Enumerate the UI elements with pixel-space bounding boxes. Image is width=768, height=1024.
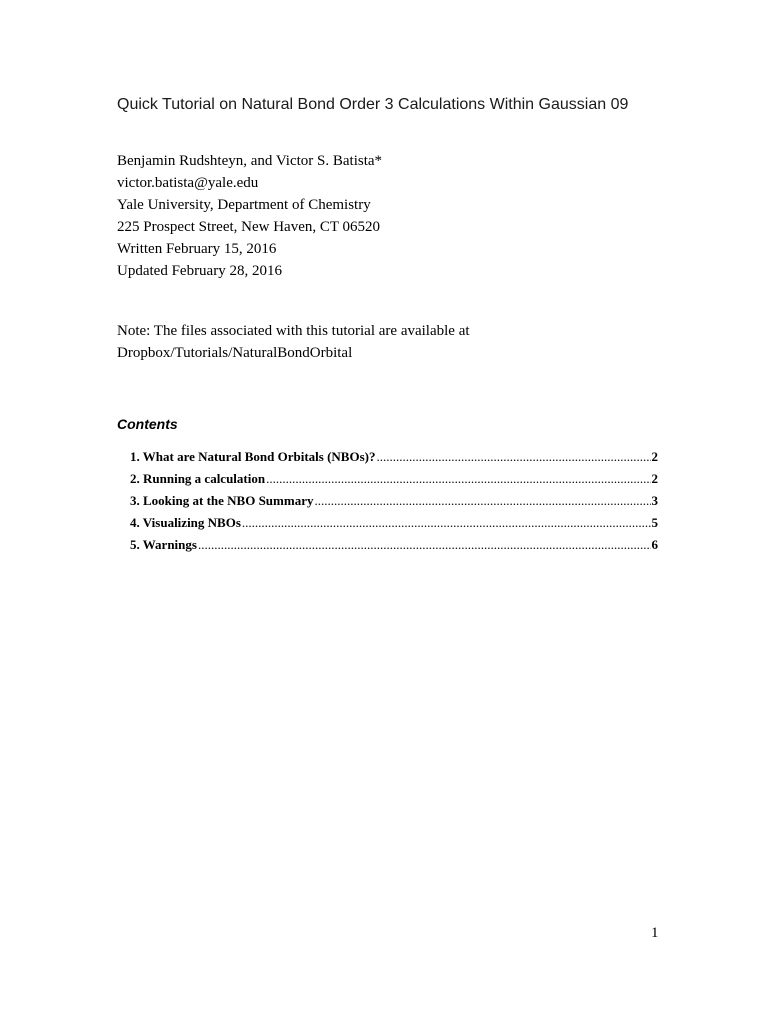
- toc-entry-page: 6: [651, 537, 658, 552]
- toc-entry-label: 1. What are Natural Bond Orbitals (NBOs)?: [130, 449, 376, 464]
- note-line-1: Note: The files associated with this tutorial are available at: [117, 323, 470, 339]
- toc-entry-page: 2: [651, 449, 658, 464]
- document-title: Quick Tutorial on Natural Bond Order 3 Calculations Within Gaussian 09: [117, 96, 629, 113]
- toc-entry-label: 3. Looking at the NBO Summary: [130, 493, 314, 508]
- toc-entry-label: 4. Visualizing NBOs: [130, 515, 241, 530]
- toc-leader-dots: [314, 490, 650, 512]
- toc-entry[interactable]: [130, 446, 658, 468]
- toc-entry-page: 3: [651, 493, 658, 508]
- note-block: [117, 320, 470, 364]
- table-of-contents: [130, 446, 658, 556]
- toc-leader-dots: [242, 512, 651, 534]
- contents-heading: Contents: [117, 416, 178, 432]
- toc-entry[interactable]: [130, 534, 658, 556]
- toc-entry-label: 2. Running a calculation: [130, 471, 266, 486]
- note-line-2: Dropbox/Tutorials/NaturalBondOrbital: [117, 345, 353, 361]
- toc-entry[interactable]: [130, 468, 658, 490]
- toc-entry[interactable]: [130, 512, 658, 534]
- toc-entry-page: 5: [651, 515, 658, 530]
- authors-line: Benjamin Rudshteyn, and Victor S. Batista*: [117, 153, 383, 169]
- toc-leader-dots: [266, 468, 650, 490]
- affiliation-line: Yale University, Department of Chemistry: [117, 197, 371, 213]
- email-line: victor.batista@yale.edu: [117, 175, 259, 191]
- toc-entry-page: 2: [651, 471, 658, 486]
- author-block: [117, 150, 382, 282]
- toc-leader-dots: [376, 446, 650, 468]
- updated-date-line: Updated February 28, 2016: [117, 263, 282, 279]
- written-date-line: Written February 15, 2016: [117, 241, 277, 257]
- toc-leader-dots: [198, 534, 651, 556]
- toc-entry[interactable]: [130, 490, 658, 512]
- page-number: 1: [651, 925, 659, 941]
- address-line: 225 Prospect Street, New Haven, CT 06520: [117, 219, 381, 235]
- toc-entry-label: 5. Warnings: [130, 537, 197, 552]
